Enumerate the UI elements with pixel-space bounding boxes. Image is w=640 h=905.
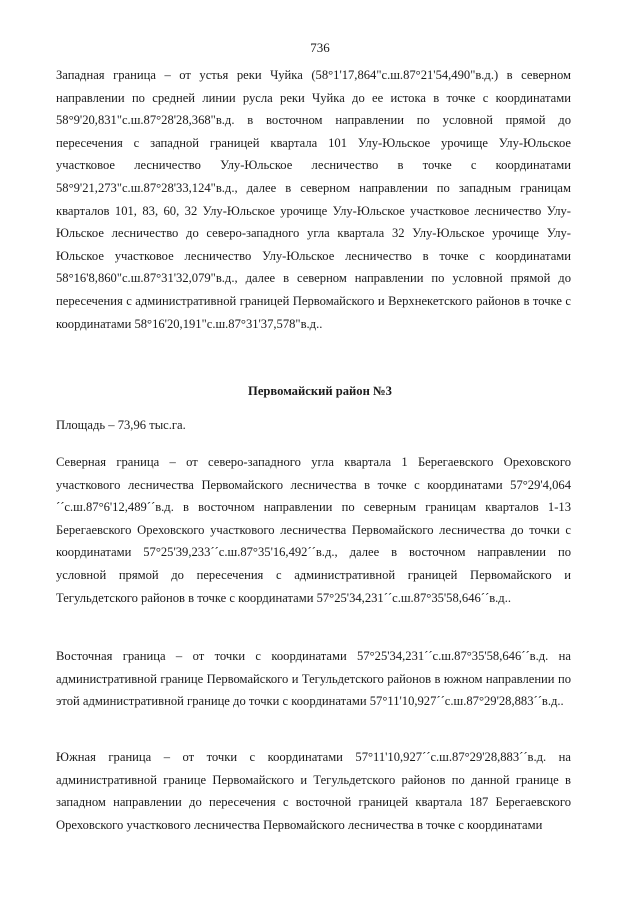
east-border-paragraph: Восточная граница – от точки с координатами 57°25'34,231´´с.ш.87°35'58,646´´в.д. на административной границе Первомайского и Тегульдетского районов в южном направлении по этой административной границе до точки с координатами 57°11'10,927´´с.ш.87°29'28,883´´в.д.. xyxy=(56,649,571,709)
page-number: 736 xyxy=(310,40,330,55)
south-border-paragraph: Южная граница – от точки с координатами 57°11'10,927´´с.ш.87°29'28,883´´в.д. на административной границе Первомайского и Тегульдетского районов по данной границе в западном направлении до пересечения с восточной границей квартала 187 Берегаевского Ореховского участкового лесничества Первомайского лесничества в точке с координатами xyxy=(56,750,571,832)
section-heading: Первомайский район №3 xyxy=(248,384,392,398)
area-line: Площадь – 73,96 тыс.га. xyxy=(56,418,186,432)
north-border-paragraph: Северная граница – от северо-западного угла квартала 1 Берегаевского Ореховского участкового лесничества Первомайского лесничества в точке с координатами 57°29'4,064´´с.ш.87°6'12,489´´в.д. в восточном направлении по северным границам кварталов 1-13 Берегаевского Ореховского участкового лесничества Первомайского лесничества до точки с координатами 57°25'39,233´´с.ш.87°35'16,492´´в.д., далее в восточном направлении по условной прямой до пересечения с административной границей Первомайского и Тегульдетского районов в точке с координатами 57°25'34,231´´с.ш.87°35'58,646´´в.д.. xyxy=(56,455,571,605)
west-border-paragraph: Западная граница – от устья реки Чуйка (58°1'17,864"с.ш.87°21'54,490"в.д.) в северном направлении по средней линии русла реки Чуйка до ее истока в точке с координатами 58°9'20,831"с.ш.87°28'28,368"в.д. в восточном направлении по условной прямой до пересечения с западной границей квартала 101 Улу-Юльское урочище Улу-Юльское участковое лесничество Улу-Юльское лесничество в точке с координатами 58°9'21,273"с.ш.87°28'33,124"в.д., далее в северном направлении по западным границам кварталов 101, 83, 60, 32 Улу-Юльское урочище Улу-Юльское участковое лесничество Улу-Юльское лесничество до северо-западного угла квартала 32 Улу-Юльское урочище Улу-Юльское участковое лесничество Улу-Юльское лесничество в точке с координатами 58°16'8,860"с.ш.87°31'32,079"в.д., далее в северном направлении по условной прямой до пересечения с административной границей Первомайского и Верхнекетского районов в точке с координатами 58°16'20,191"с.ш.87°31'37,578"в.д.. xyxy=(56,68,571,331)
